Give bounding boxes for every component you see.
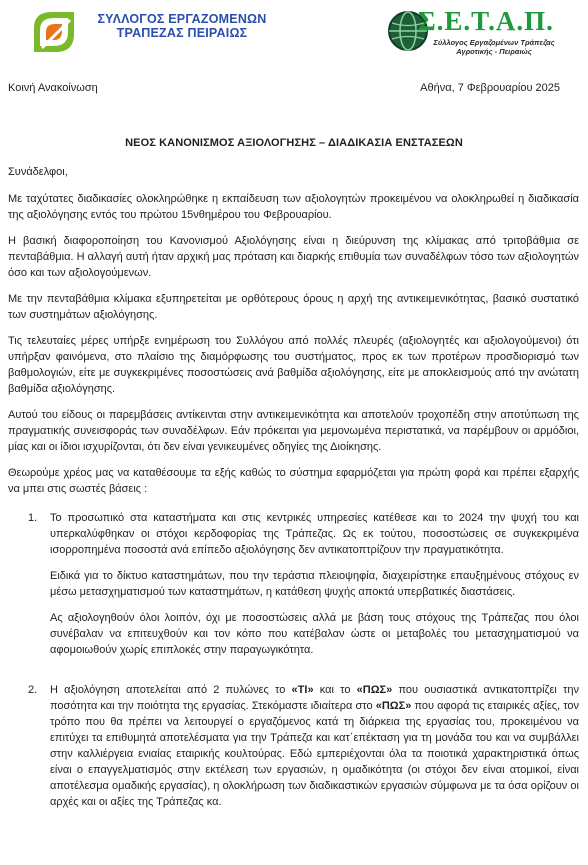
greeting: Συνάδελφοι, [8, 166, 68, 178]
union-name-line2: ΤΡΑΠΕΖΑΣ ΠΕΙΡΑΙΩΣ [116, 26, 248, 40]
numbered-list [8, 510, 579, 810]
union-logo-icon [30, 8, 78, 56]
letterhead [0, 0, 588, 70]
paragraph: Αυτού του είδους οι παρεμβάσεις αντίκεινται στην αντικειμενικότητα και αποτελούν τροχοπέδη στην αποτύπωση της πραγματικής συνεισφοράς των συναδέλφων. Εάν πρόκειται για μεμονωμένα περιστατικά, να παρέμβουν οι αρμόδιοι, μίας και οι ίδιοι ισχυρίζονται, ότι δεν είναι γενικευμένες οδηγίες της Διοίκησης. [8, 409, 579, 453]
announcement-date: Αθήνα, 7 Φεβρουαρίου 2025 [420, 82, 560, 94]
paragraph: Με ταχύτατες διαδικασίες ολοκληρώθηκε η εκπαίδευση των αξιολογητών προκειμένου να ολοκληρωθεί η διαδικασία της αξιολόγησης εντός του πρώτου 15νθημέρου του Φεβρουαρίου. [8, 193, 579, 221]
paragraph: Με την πενταβάθμια κλίμακα εξυπηρετείται με ορθότερους όρους η αρχή της αντικειμενικότητας, βασικό συστατικό των συστημάτων αξιολόγησης. [8, 293, 579, 321]
text-run: και το [313, 684, 357, 696]
list-item [8, 682, 579, 810]
setap-name: Σ.Ε.Τ.Α.Π. [418, 6, 554, 36]
list-item-number: 1. [28, 512, 38, 524]
union-name [82, 12, 282, 40]
text-run: Η αξιολόγηση αποτελείται από 2 πυλώνες το [50, 684, 292, 696]
list-item-text: Ειδικά για το δίκτυο καταστημάτων, που την τεράστια πλειοψηφία, διαχειρίστηκε επαυξημένους στόχους εν μέσω μετασχηματισμού των καταστημάτων, η κατάθεση ψυχής αποκτά υπερβατικές διαστάσεις. [50, 570, 579, 598]
list-item-text [50, 682, 579, 810]
setap-subtitle-line2: Αγροτικής - Πειραιώς [456, 47, 532, 56]
pos-keyword: «ΠΩΣ» [375, 700, 412, 712]
setap-subtitle-line1: Σύλλογος Εργαζομένων Τράπεζας [433, 38, 555, 47]
paragraph: Θεωρούμε χρέος μας να καταθέσουμε τα εξής καθώς το σύστημα εφαρμόζεται για πρώτη φορά και πρέπει εξαρχής να μπει στις σωστές βάσεις : [8, 467, 579, 495]
document-body [8, 164, 579, 820]
pos-keyword: «ΠΩΣ» [356, 684, 393, 696]
text-run: που ουσιαστικά αντικατοπτρίζει την ποσότητα και την ποιότητα της εργασίας. Στεκόμαστε ιδιαίτερα στο [50, 684, 579, 712]
list-item-number: 2. [28, 684, 38, 696]
union-name-line1: ΣΥΛΛΟΓΟΣ ΕΡΓΑΖΟΜΕΝΩΝ [97, 12, 267, 26]
setap-subtitle [414, 38, 574, 56]
paragraph: Τις τελευταίες μέρες υπήρξε ενημέρωση του Συλλόγου από πολλές πλευρές (αξιολογητές και αξιολογούμενοι) ότι υπήρξαν φαινόμενα, στο πλαίσιο της διαμόρφωσης του συστήματος, προς εκ των προτέρων προσδιορισμό των βαθμολογιών, είτε με συγκεκριμένες ποσοστώσεις ανά βαθμίδα αξιολόγησης, είτε με αποκλεισμούς από την ανώτατη βαθμίδα αξιολόγησης. [8, 335, 579, 395]
list-item [8, 510, 579, 658]
text-run: που αφορά τις εταιρικές αξίες, τον τρόπο που θα πρέπει να λειτουργεί ο εργαζόμενος κατά τη διάρκεια της εργασίας του, προκειμένου να επιτύχει τα επιθυμητά αποτελέσματα για την Τράπεζα και κατ΄επέκταση για τη μονάδα του και να συμβάλλει στην καλλιέργεια ενιαίας εταιρικής κουλτούρας. Εδώ εμπεριέχονται όλα τα ποιοτικά χαρακτηριστικά όπως είναι ο επαγγελματισμός στην εκτέλεση των εργασιών, η ομαδικότητα (οι στόχοι δεν είναι ατομικοί, είναι αποτέλεσμα ομαδικής εργασίας), η ολοκλήρωση των διαδικαστικών εργασιών σύμφωνα με τα όσα ορίζουν οι αρχές και οι αξίες της Τράπεζας κα. [50, 700, 580, 808]
list-item-text: Ας αξιολογηθούν όλοι λοιπόν, όχι με ποσοστώσεις αλλά με βάση τους στόχους της Τράπεζας που όλοι συνέβαλαν να επιτευχθούν και τον κόπο που κατέβαλαν ώστε οι μεταβολές του μετασχηματισμού να αφομοιωθούν χωρίς επιπλοκές στην παραγωγικότητα. [50, 612, 579, 656]
announcement-type: Κοινή Ανακοίνωση [8, 82, 98, 94]
list-item-text: Το προσωπικό στα καταστήματα και στις κεντρικές υπηρεσίες κατέθεσε και το 2024 την ψυχή του και υπερκαλύφθηκαν οι στόχοι κερδοφορίας της Τράπεζας. Ως εκ τούτου, ποσοστώσεις σε συγκεκριμένα ισορροπημένα ποσοστά ανά επίπεδο αξιολόγησης δεν αντικατοπτρίζουν την πραγματικότητα. [50, 512, 579, 556]
ti-keyword: «ΤΙ» [291, 684, 314, 696]
paragraph: Η βασική διαφοροποίηση του Κανονισμού Αξιολόγησης είναι η διεύρυνση της κλίμακας από τριτοβάθμια σε πενταβάθμια. Η αλλαγή αυτή ήταν αρχική μας πρόταση και διαρκής επιθυμία των συναδέλφων τόσο των αξιολογητών όσο και των αξιολογούμενων. [8, 235, 579, 279]
document-title: ΝΕΟΣ ΚΑΝΟΝΙΣΜΟΣ ΑΞΙΟΛΟΓΗΣΗΣ – ΔΙΑΔΙΚΑΣΙΑ ΕΝΣΤΑΣΕΩΝ [125, 137, 463, 149]
